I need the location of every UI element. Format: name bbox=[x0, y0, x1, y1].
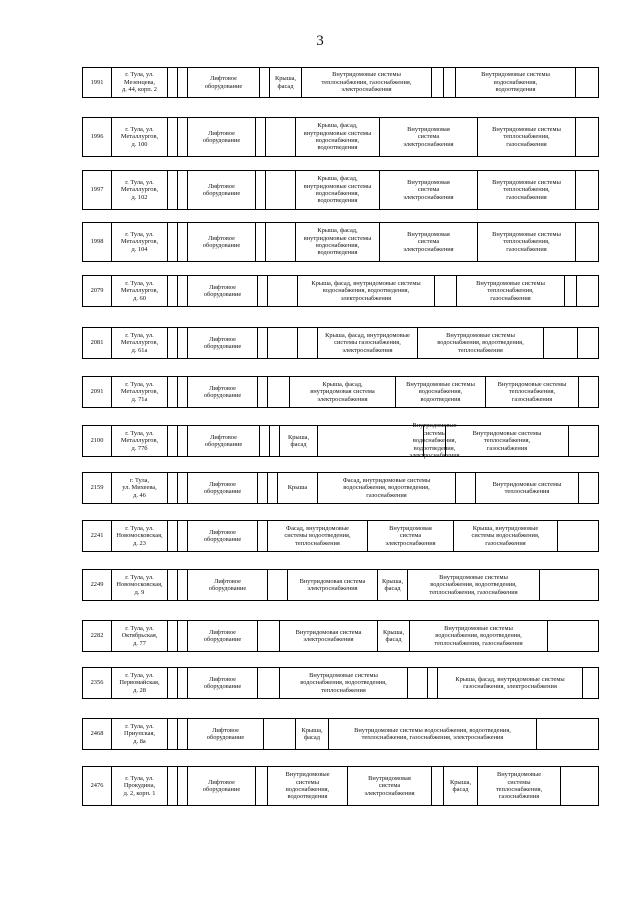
table-cell: Лифтовое оборудование bbox=[187, 570, 267, 600]
table-cell bbox=[177, 570, 187, 600]
register-row bbox=[82, 667, 599, 699]
register-row bbox=[82, 718, 599, 750]
table-cell: Крыша, фасад bbox=[279, 426, 317, 456]
table-cell bbox=[560, 767, 598, 805]
table-cell bbox=[167, 719, 177, 749]
table-cell bbox=[582, 668, 598, 698]
table-cell: Внутридомовые системы теплоснабжения, газоснабжения, электроснабжения bbox=[301, 68, 431, 97]
table-cell: Внутридомовая система электроснабжения bbox=[379, 223, 477, 261]
table-cell: Лифтовое оборудование bbox=[187, 171, 255, 209]
table-cell: Внутридомовые системы теплоснабжения, газоснабжения bbox=[456, 276, 564, 306]
table-cell bbox=[577, 328, 598, 358]
register-row bbox=[82, 569, 599, 601]
table-cell: Внутридомовые системы водоснабжения, водоотведения, теплоснабжения bbox=[279, 668, 407, 698]
table-cell bbox=[257, 668, 279, 698]
table-cell: Внутридомовые системы водоснабжения, водоотведения bbox=[267, 767, 347, 805]
table-cell bbox=[167, 276, 177, 306]
table-cell: Внутридомовая система электроснабжения bbox=[379, 171, 477, 209]
address-cell: г. Тула, ул. Металлургов, д. 60 bbox=[111, 276, 167, 306]
table-cell bbox=[255, 767, 267, 805]
row-id-cell: 2476 bbox=[90, 782, 104, 790]
address-cell: г. Тула, ул. Металлургов, д. 100 bbox=[111, 118, 167, 156]
table-cell bbox=[177, 426, 187, 456]
table-cell bbox=[177, 668, 187, 698]
table-cell: Внутридомовые системы теплоснабжения bbox=[475, 473, 578, 503]
table-cell bbox=[177, 171, 187, 209]
table-cell bbox=[407, 668, 427, 698]
table-cell: Внутридомовые системы водоснабжения, водоотведения, теплоснабжения bbox=[417, 328, 543, 358]
table-cell bbox=[255, 171, 265, 209]
table-cell: Крыша, фасад, внутридомовые системы водоснабжения, водоотведения, электроснабжения bbox=[297, 276, 434, 306]
address-cell: г. Тула, ул. Михеева, д. 46 bbox=[111, 473, 167, 503]
table-cell: Лифтовое оборудование bbox=[187, 276, 257, 306]
table-cell: Внутридомовые системы водоснабжения, водоотведения, теплоснабжения, газоснабжения, электроснабжения bbox=[328, 719, 536, 749]
table-cell bbox=[177, 377, 187, 407]
register-row bbox=[82, 170, 599, 210]
table-cell: Внутридомовая система электроснабжения bbox=[367, 521, 453, 551]
table-cell bbox=[255, 118, 265, 156]
table-cell bbox=[177, 719, 187, 749]
table-cell bbox=[434, 276, 456, 306]
address-cell: г. Тула, ул. Прокудина, д. 2, корп. 1 bbox=[111, 767, 167, 805]
table-cell bbox=[257, 521, 267, 551]
table-cell: Лифтовое оборудование bbox=[187, 668, 257, 698]
table-cell bbox=[177, 473, 187, 503]
table-cell bbox=[269, 426, 279, 456]
table-cell bbox=[267, 276, 297, 306]
table-cell bbox=[177, 68, 187, 97]
row-id-cell: 1997 bbox=[90, 186, 104, 194]
table-cell bbox=[265, 171, 295, 209]
table-cell: Лифтовое оборудование bbox=[187, 473, 257, 503]
table-cell: Лифтовое оборудование bbox=[187, 621, 257, 651]
row-id-cell: 2159 bbox=[90, 484, 104, 492]
table-cell bbox=[177, 767, 187, 805]
table-cell bbox=[167, 377, 177, 407]
table-cell bbox=[265, 223, 295, 261]
register-row bbox=[82, 67, 599, 98]
table-cell: Внутридомовые системы водоснабжения, водоотведения, электроснабжения bbox=[409, 422, 460, 460]
table-cell: Внутридомовые системы водоснабжения, водоотведения bbox=[395, 377, 485, 407]
register-row bbox=[82, 275, 599, 307]
table-cell: Внутридомовая система электроснабжения bbox=[379, 118, 477, 156]
table-cell bbox=[267, 328, 297, 358]
register-row bbox=[82, 376, 599, 408]
table-cell bbox=[177, 621, 187, 651]
table-cell bbox=[167, 328, 177, 358]
table-cell: Внутридомовая система электроснабжения bbox=[279, 621, 377, 651]
table-cell bbox=[564, 276, 576, 306]
table-cell bbox=[267, 570, 287, 600]
table-cell bbox=[177, 118, 187, 156]
table-cell bbox=[259, 426, 269, 456]
page-number: 3 bbox=[316, 33, 324, 49]
table-cell: Крыша, фасад bbox=[377, 621, 409, 651]
table-cell: Лифтовое оборудование bbox=[187, 328, 257, 358]
address-cell: г. Тула, ул. Октябрьская, д. 77 bbox=[111, 621, 167, 651]
table-cell bbox=[543, 328, 577, 358]
table-cell: Лифтовое оборудование bbox=[187, 521, 257, 551]
register-row bbox=[82, 327, 599, 359]
table-cell: Внутридомовые системы теплоснабжения, газоснабжения bbox=[445, 426, 568, 456]
table-cell bbox=[557, 521, 598, 551]
table-cell bbox=[167, 668, 177, 698]
table-cell bbox=[259, 68, 269, 97]
register-row bbox=[82, 520, 599, 552]
table-cell: Крыша, фасад bbox=[377, 570, 407, 600]
table-cell bbox=[578, 377, 598, 407]
address-cell: г. Тула, ул. Металлургов, д. 104 bbox=[111, 223, 167, 261]
table-cell: Фасад, внутридомовые системы водоснабжения, водоотведения, газоснабжения bbox=[317, 473, 455, 503]
table-cell: Внутридомовые системы теплоснабжения, газоснабжения bbox=[477, 767, 560, 805]
table-cell: Лифтовое оборудование bbox=[187, 377, 257, 407]
row-id-cell: 1991 bbox=[90, 78, 104, 86]
table-cell bbox=[257, 377, 267, 407]
address-cell: г. Тула, ул. Новомосковская, д. 9 bbox=[111, 570, 167, 600]
register-row bbox=[82, 766, 599, 806]
table-cell bbox=[431, 68, 443, 97]
table-cell bbox=[267, 377, 289, 407]
table-cell bbox=[167, 473, 177, 503]
row-id-cell: 2356 bbox=[90, 679, 104, 687]
table-cell: Внутридомовые системы теплоснабжения, газоснабжения bbox=[477, 118, 575, 156]
table-cell bbox=[427, 668, 437, 698]
address-cell: г. Тула, ул. Новомосковская, д. 23 bbox=[111, 521, 167, 551]
table-cell: Внутридомовые системы теплоснабжения, газоснабжения bbox=[477, 223, 575, 261]
table-cell bbox=[536, 719, 598, 749]
address-cell: г. Тула, ул. Металлургов, д. 61а bbox=[111, 328, 167, 358]
table-cell bbox=[575, 118, 598, 156]
row-id-cell: 2091 bbox=[90, 388, 104, 396]
table-cell bbox=[167, 570, 177, 600]
table-cell bbox=[539, 570, 598, 600]
table-cell: Лифтовое оборудование bbox=[187, 118, 255, 156]
table-cell: Внутридомовые системы теплоснабжения, газоснабжения bbox=[485, 377, 578, 407]
table-cell bbox=[177, 223, 187, 261]
table-cell bbox=[263, 719, 295, 749]
table-cell: Внутридомовая система электроснабжения bbox=[287, 570, 377, 600]
table-cell bbox=[576, 276, 598, 306]
table-cell bbox=[177, 276, 187, 306]
row-id-cell: 2100 bbox=[90, 437, 104, 445]
address-cell: г. Тула, ул. Металлургов, д. 71а bbox=[111, 377, 167, 407]
table-cell bbox=[167, 521, 177, 551]
row-id-cell: 2282 bbox=[90, 632, 104, 640]
address-cell: г. Тула, ул. Мезенцева, д. 44, корп. 2 bbox=[111, 68, 167, 97]
register-row bbox=[82, 620, 599, 652]
register-row bbox=[82, 222, 599, 262]
table-cell: Крыша, фасад, внутридомовые системы газоснабжения, электроснабжения bbox=[317, 328, 417, 358]
address-cell: г. Тула, ул. Металлургов, д. 77б bbox=[111, 426, 167, 456]
table-cell bbox=[167, 767, 177, 805]
table-cell bbox=[257, 621, 279, 651]
row-id-cell: 1996 bbox=[90, 133, 104, 141]
row-id-cell: 2249 bbox=[90, 581, 104, 589]
table-cell bbox=[575, 171, 598, 209]
address-cell: г. Тула, ул. Приупская, д. 8а bbox=[111, 719, 167, 749]
table-cell: Крыша, фасад, внутридомовая система электроснабжения bbox=[289, 377, 395, 407]
table-cell bbox=[431, 767, 443, 805]
table-cell: Лифтовое оборудование bbox=[187, 68, 259, 97]
table-cell bbox=[167, 426, 177, 456]
table-cell bbox=[167, 118, 177, 156]
table-cell bbox=[575, 68, 598, 97]
table-cell: Лифтовое оборудование bbox=[187, 223, 255, 261]
row-id-cell: 2241 bbox=[90, 532, 104, 540]
table-cell: Крыша, фасад bbox=[269, 68, 301, 97]
table-cell bbox=[167, 223, 177, 261]
table-cell bbox=[265, 118, 295, 156]
table-cell bbox=[455, 473, 475, 503]
table-cell bbox=[257, 328, 267, 358]
register-row bbox=[82, 117, 599, 157]
table-cell bbox=[167, 68, 177, 97]
table-cell: Крыша, фасад, внутридомовые системы водоснабжения, водоотведения bbox=[295, 118, 379, 156]
table-cell bbox=[547, 621, 598, 651]
register-row bbox=[82, 422, 599, 460]
table-cell: Крыша bbox=[277, 473, 317, 503]
table-cell bbox=[267, 473, 277, 503]
table-cell bbox=[317, 426, 423, 456]
table-cell bbox=[167, 621, 177, 651]
table-cell: Крыша, внутридомовые системы водоснабжения, газоснабжения bbox=[453, 521, 557, 551]
table-cell bbox=[575, 223, 598, 261]
address-cell: г. Тула, ул. Металлургов, д. 102 bbox=[111, 171, 167, 209]
table-cell: Внутридомовые системы водоснабжения, водоотведения, теплоснабжения, газоснабжения bbox=[407, 570, 539, 600]
table-cell: Крыша, фасад, внутридомовые системы водоснабжения, водоотведения bbox=[295, 223, 379, 261]
row-id-cell: 2079 bbox=[90, 287, 104, 295]
row-id-cell: 1998 bbox=[90, 238, 104, 246]
table-cell: Внутридомовые системы водоснабжения, водоотведения, теплоснабжения, газоснабжения bbox=[409, 621, 547, 651]
table-cell bbox=[568, 426, 598, 456]
table-cell bbox=[167, 171, 177, 209]
table-cell: Фасад, внутридомовые системы водоотведения, теплоснабжения bbox=[267, 521, 367, 551]
row-id-cell: 2081 bbox=[90, 339, 104, 347]
table-cell: Внутридомовые системы водоснабжения, водоотведения bbox=[455, 68, 575, 97]
table-cell: Крыша, фасад, внутридомовые системы газоснабжения, электроснабжения bbox=[437, 668, 582, 698]
table-cell: Крыша, фасад bbox=[443, 767, 477, 805]
table-cell bbox=[443, 68, 455, 97]
table-cell: Внутридомовые системы теплоснабжения, газоснабжения bbox=[477, 171, 575, 209]
table-cell bbox=[177, 521, 187, 551]
table-cell: Внутридомовая система электроснабжения bbox=[347, 767, 431, 805]
address-cell: г. Тула, ул. Первомайская, д. 28 bbox=[111, 668, 167, 698]
table-cell bbox=[177, 328, 187, 358]
table-cell: Лифтовое оборудование bbox=[187, 719, 263, 749]
table-cell: Лифтовое оборудование bbox=[187, 426, 259, 456]
table-cell: Крыша, фасад bbox=[295, 719, 328, 749]
table-cell bbox=[297, 328, 317, 358]
table-cell bbox=[257, 473, 267, 503]
table-cell: Крыша, фасад, внутридомовые системы водоснабжения, водоотведения bbox=[295, 171, 379, 209]
table-cell bbox=[257, 276, 267, 306]
register-row bbox=[82, 472, 599, 504]
table-cell bbox=[578, 473, 598, 503]
table-cell: Лифтовое оборудование bbox=[187, 767, 255, 805]
table-cell bbox=[255, 223, 265, 261]
row-id-cell: 2468 bbox=[90, 730, 104, 738]
